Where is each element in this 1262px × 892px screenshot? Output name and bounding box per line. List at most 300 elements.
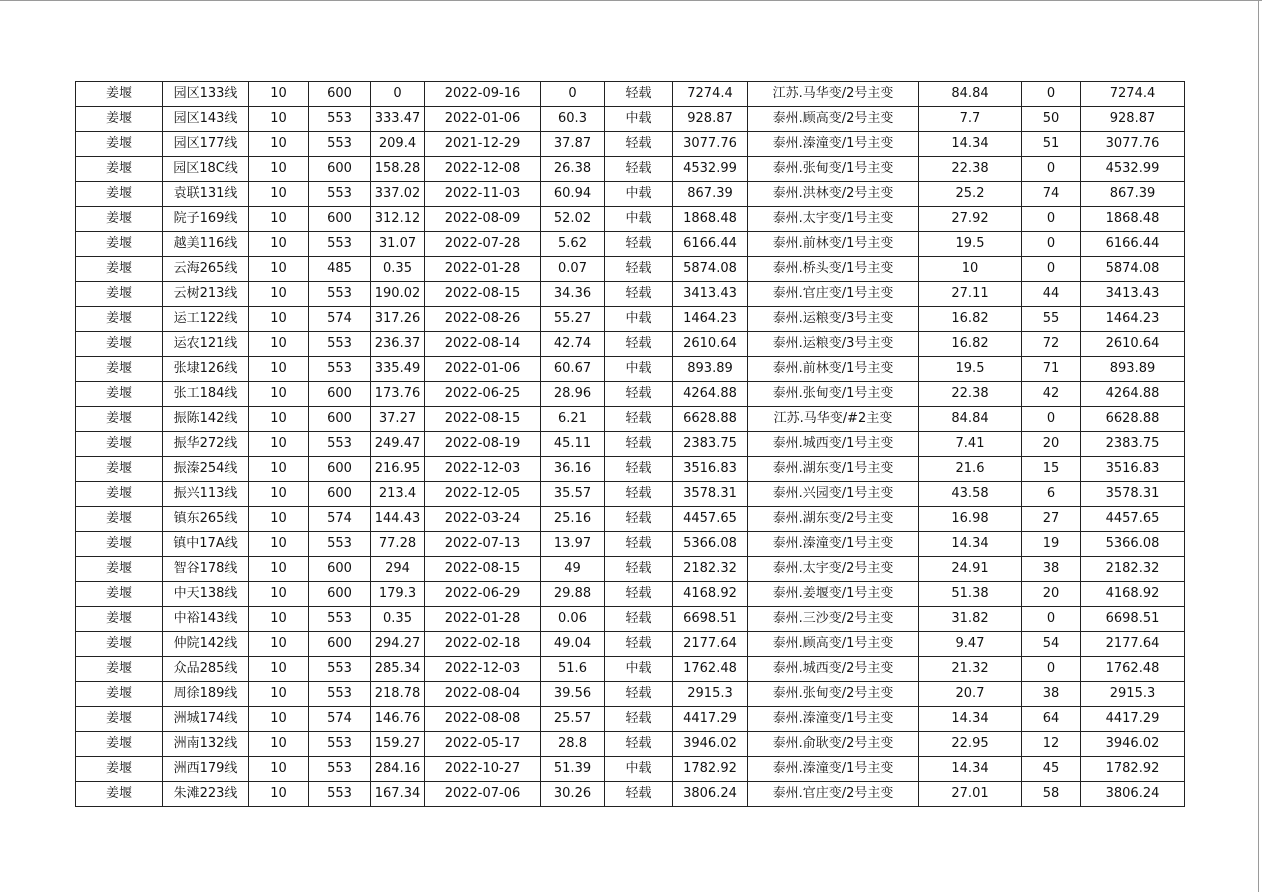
table-row: [76, 682, 1185, 707]
cell-voltage: 10: [249, 707, 309, 732]
cell-count: 27: [1022, 507, 1081, 532]
cell-available-capacity: 6628.88: [1081, 407, 1185, 432]
table-row: [76, 357, 1185, 382]
cell-transformer-load: 25.2: [919, 182, 1022, 207]
cell-load: 167.34: [371, 782, 425, 807]
cell-transformer-load: 22.95: [919, 732, 1022, 757]
cell-load: 317.26: [371, 307, 425, 332]
cell-count: 38: [1022, 682, 1081, 707]
cell-transformer: 泰州.兴园变/1号主变: [748, 482, 919, 507]
cell-line-name: 园区177线: [163, 132, 249, 157]
cell-district: 姜堰: [76, 357, 163, 382]
cell-load-level: 轻载: [605, 532, 673, 557]
cell-load-rate: 49: [541, 557, 605, 582]
cell-available-capacity: 4168.92: [1081, 582, 1185, 607]
cell-spare-capacity: 1464.23: [673, 307, 748, 332]
cell-line-name: 振溱254线: [163, 457, 249, 482]
cell-load-level: 轻载: [605, 607, 673, 632]
cell-load: 209.4: [371, 132, 425, 157]
cell-load-level: 轻载: [605, 632, 673, 657]
cell-spare-capacity: 3806.24: [673, 782, 748, 807]
cell-spare-capacity: 928.87: [673, 107, 748, 132]
cell-load-level: 中载: [605, 657, 673, 682]
cell-date: 2022-08-15: [425, 282, 541, 307]
cell-date: 2022-11-03: [425, 182, 541, 207]
cell-transformer: 泰州.前林变/1号主变: [748, 232, 919, 257]
cell-capacity: 600: [309, 207, 371, 232]
cell-load-level: 轻载: [605, 132, 673, 157]
cell-load-level: 中载: [605, 757, 673, 782]
cell-load: 144.43: [371, 507, 425, 532]
cell-load: 159.27: [371, 732, 425, 757]
cell-count: 0: [1022, 207, 1081, 232]
cell-count: 20: [1022, 432, 1081, 457]
cell-available-capacity: 2610.64: [1081, 332, 1185, 357]
cell-load-level: 轻载: [605, 557, 673, 582]
table-row: [76, 507, 1185, 532]
cell-voltage: 10: [249, 682, 309, 707]
cell-count: 19: [1022, 532, 1081, 557]
cell-transformer-load: 9.47: [919, 632, 1022, 657]
cell-count: 45: [1022, 757, 1081, 782]
cell-district: 姜堰: [76, 407, 163, 432]
cell-available-capacity: 893.89: [1081, 357, 1185, 382]
cell-voltage: 10: [249, 257, 309, 282]
cell-line-name: 张工184线: [163, 382, 249, 407]
cell-line-name: 越美116线: [163, 232, 249, 257]
cell-load-rate: 42.74: [541, 332, 605, 357]
cell-count: 74: [1022, 182, 1081, 207]
cell-load: 173.76: [371, 382, 425, 407]
cell-date: 2022-09-16: [425, 82, 541, 107]
cell-spare-capacity: 2383.75: [673, 432, 748, 457]
cell-count: 51: [1022, 132, 1081, 157]
cell-transformer: 泰州.溱潼变/1号主变: [748, 532, 919, 557]
cell-date: 2022-02-18: [425, 632, 541, 657]
table-row: [76, 607, 1185, 632]
cell-spare-capacity: 4264.88: [673, 382, 748, 407]
cell-available-capacity: 1782.92: [1081, 757, 1185, 782]
cell-count: 0: [1022, 257, 1081, 282]
cell-available-capacity: 1762.48: [1081, 657, 1185, 682]
cell-load-rate: 45.11: [541, 432, 605, 457]
table-body: [76, 82, 1185, 807]
cell-line-name: 云海265线: [163, 257, 249, 282]
cell-district: 姜堰: [76, 607, 163, 632]
cell-load-level: 轻载: [605, 482, 673, 507]
table-row: [76, 307, 1185, 332]
cell-voltage: 10: [249, 482, 309, 507]
cell-line-name: 振兴113线: [163, 482, 249, 507]
cell-count: 44: [1022, 282, 1081, 307]
cell-count: 50: [1022, 107, 1081, 132]
cell-count: 58: [1022, 782, 1081, 807]
cell-transformer: 江苏.马华变/2号主变: [748, 82, 919, 107]
table-row: [76, 382, 1185, 407]
cell-count: 6: [1022, 482, 1081, 507]
cell-line-name: 智谷178线: [163, 557, 249, 582]
table-row: [76, 782, 1185, 807]
cell-spare-capacity: 3578.31: [673, 482, 748, 507]
cell-count: 0: [1022, 607, 1081, 632]
cell-load: 333.47: [371, 107, 425, 132]
cell-load-rate: 28.96: [541, 382, 605, 407]
cell-date: 2022-08-26: [425, 307, 541, 332]
cell-district: 姜堰: [76, 157, 163, 182]
cell-transformer-load: 22.38: [919, 157, 1022, 182]
cell-spare-capacity: 2182.32: [673, 557, 748, 582]
cell-load-level: 轻载: [605, 82, 673, 107]
cell-load-rate: 34.36: [541, 282, 605, 307]
cell-spare-capacity: 2177.64: [673, 632, 748, 657]
cell-district: 姜堰: [76, 657, 163, 682]
cell-load: 249.47: [371, 432, 425, 457]
cell-count: 0: [1022, 232, 1081, 257]
cell-load-rate: 0.06: [541, 607, 605, 632]
cell-date: 2022-07-06: [425, 782, 541, 807]
cell-transformer: 泰州.张甸变/2号主变: [748, 682, 919, 707]
cell-available-capacity: 4532.99: [1081, 157, 1185, 182]
table-row: [76, 182, 1185, 207]
cell-line-name: 镇东265线: [163, 507, 249, 532]
cell-spare-capacity: 4168.92: [673, 582, 748, 607]
cell-load: 213.4: [371, 482, 425, 507]
cell-load: 0.35: [371, 257, 425, 282]
cell-voltage: 10: [249, 332, 309, 357]
cell-count: 0: [1022, 82, 1081, 107]
cell-voltage: 10: [249, 532, 309, 557]
cell-transformer: 泰州.溱潼变/1号主变: [748, 757, 919, 782]
cell-load-level: 轻载: [605, 382, 673, 407]
cell-spare-capacity: 867.39: [673, 182, 748, 207]
cell-capacity: 553: [309, 357, 371, 382]
cell-transformer-load: 27.01: [919, 782, 1022, 807]
cell-date: 2022-05-17: [425, 732, 541, 757]
cell-transformer: 泰州.洪林变/2号主变: [748, 182, 919, 207]
cell-count: 54: [1022, 632, 1081, 657]
cell-capacity: 600: [309, 582, 371, 607]
cell-transformer-load: 51.38: [919, 582, 1022, 607]
cell-transformer-load: 14.34: [919, 707, 1022, 732]
cell-capacity: 553: [309, 132, 371, 157]
cell-voltage: 10: [249, 732, 309, 757]
cell-load: 294.27: [371, 632, 425, 657]
cell-district: 姜堰: [76, 257, 163, 282]
cell-spare-capacity: 4532.99: [673, 157, 748, 182]
cell-capacity: 600: [309, 382, 371, 407]
cell-transformer: 江苏.马华变/#2主变: [748, 407, 919, 432]
cell-load: 77.28: [371, 532, 425, 557]
cell-load-level: 中载: [605, 207, 673, 232]
cell-capacity: 600: [309, 457, 371, 482]
cell-voltage: 10: [249, 107, 309, 132]
cell-load-rate: 35.57: [541, 482, 605, 507]
cell-line-name: 仲院142线: [163, 632, 249, 657]
cell-line-name: 众品285线: [163, 657, 249, 682]
cell-transformer: 泰州.城西变/1号主变: [748, 432, 919, 457]
cell-available-capacity: 2177.64: [1081, 632, 1185, 657]
cell-transformer: 泰州.前林变/1号主变: [748, 357, 919, 382]
cell-transformer-load: 16.82: [919, 332, 1022, 357]
cell-spare-capacity: 6628.88: [673, 407, 748, 432]
cell-transformer: 泰州.太宇变/1号主变: [748, 207, 919, 232]
cell-count: 55: [1022, 307, 1081, 332]
table-row: [76, 457, 1185, 482]
cell-load: 284.16: [371, 757, 425, 782]
cell-available-capacity: 2915.3: [1081, 682, 1185, 707]
cell-available-capacity: 4264.88: [1081, 382, 1185, 407]
cell-load-rate: 25.16: [541, 507, 605, 532]
table-row: [76, 557, 1185, 582]
cell-voltage: 10: [249, 632, 309, 657]
cell-date: 2022-08-04: [425, 682, 541, 707]
cell-load-level: 轻载: [605, 257, 673, 282]
cell-available-capacity: 867.39: [1081, 182, 1185, 207]
cell-district: 姜堰: [76, 507, 163, 532]
cell-load: 312.12: [371, 207, 425, 232]
cell-transformer: 泰州.溱潼变/1号主变: [748, 707, 919, 732]
cell-available-capacity: 928.87: [1081, 107, 1185, 132]
cell-available-capacity: 4417.29: [1081, 707, 1185, 732]
cell-load: 37.27: [371, 407, 425, 432]
cell-voltage: 10: [249, 82, 309, 107]
cell-line-name: 周徐189线: [163, 682, 249, 707]
cell-load: 0.35: [371, 607, 425, 632]
cell-voltage: 10: [249, 307, 309, 332]
cell-date: 2022-08-19: [425, 432, 541, 457]
cell-available-capacity: 3516.83: [1081, 457, 1185, 482]
cell-transformer: 泰州.顾高变/2号主变: [748, 107, 919, 132]
table-row: [76, 482, 1185, 507]
cell-date: 2022-08-15: [425, 407, 541, 432]
cell-load: 190.02: [371, 282, 425, 307]
cell-voltage: 10: [249, 357, 309, 382]
page-border-top: [0, 0, 1262, 1]
cell-district: 姜堰: [76, 557, 163, 582]
table-row: [76, 532, 1185, 557]
cell-load-level: 中载: [605, 307, 673, 332]
cell-spare-capacity: 6166.44: [673, 232, 748, 257]
cell-count: 12: [1022, 732, 1081, 757]
cell-transformer: 泰州.俞耿变/2号主变: [748, 732, 919, 757]
cell-load-rate: 25.57: [541, 707, 605, 732]
cell-capacity: 553: [309, 282, 371, 307]
cell-load-level: 轻载: [605, 582, 673, 607]
cell-district: 姜堰: [76, 582, 163, 607]
cell-spare-capacity: 1782.92: [673, 757, 748, 782]
cell-line-name: 园区133线: [163, 82, 249, 107]
table-row: [76, 582, 1185, 607]
cell-line-name: 洲城174线: [163, 707, 249, 732]
cell-date: 2022-08-08: [425, 707, 541, 732]
cell-district: 姜堰: [76, 457, 163, 482]
cell-line-name: 朱滩223线: [163, 782, 249, 807]
cell-count: 0: [1022, 407, 1081, 432]
table-row: [76, 157, 1185, 182]
cell-load-level: 轻载: [605, 282, 673, 307]
cell-transformer-load: 43.58: [919, 482, 1022, 507]
cell-capacity: 600: [309, 82, 371, 107]
table-row: [76, 707, 1185, 732]
cell-load-level: 轻载: [605, 407, 673, 432]
cell-date: 2022-12-03: [425, 457, 541, 482]
cell-capacity: 553: [309, 607, 371, 632]
cell-spare-capacity: 1868.48: [673, 207, 748, 232]
cell-available-capacity: 2182.32: [1081, 557, 1185, 582]
cell-date: 2021-12-29: [425, 132, 541, 157]
cell-district: 姜堰: [76, 732, 163, 757]
cell-voltage: 10: [249, 457, 309, 482]
cell-voltage: 10: [249, 207, 309, 232]
cell-voltage: 10: [249, 132, 309, 157]
cell-district: 姜堰: [76, 482, 163, 507]
cell-capacity: 553: [309, 332, 371, 357]
cell-voltage: 10: [249, 432, 309, 457]
cell-load: 285.34: [371, 657, 425, 682]
cell-available-capacity: 7274.4: [1081, 82, 1185, 107]
cell-load-rate: 39.56: [541, 682, 605, 707]
cell-transformer-load: 14.34: [919, 132, 1022, 157]
cell-line-name: 张埭126线: [163, 357, 249, 382]
cell-spare-capacity: 3413.43: [673, 282, 748, 307]
cell-transformer-load: 7.41: [919, 432, 1022, 457]
cell-line-name: 洲西179线: [163, 757, 249, 782]
cell-transformer-load: 19.5: [919, 232, 1022, 257]
cell-district: 姜堰: [76, 207, 163, 232]
cell-line-name: 中天138线: [163, 582, 249, 607]
cell-voltage: 10: [249, 407, 309, 432]
cell-line-name: 洲南132线: [163, 732, 249, 757]
cell-transformer-load: 16.98: [919, 507, 1022, 532]
cell-transformer: 泰州.城西变/2号主变: [748, 657, 919, 682]
cell-load-rate: 60.67: [541, 357, 605, 382]
cell-load: 31.07: [371, 232, 425, 257]
cell-load-rate: 6.21: [541, 407, 605, 432]
cell-voltage: 10: [249, 557, 309, 582]
cell-capacity: 600: [309, 407, 371, 432]
cell-line-name: 袁联131线: [163, 182, 249, 207]
cell-transformer: 泰州.姜堰变/1号主变: [748, 582, 919, 607]
cell-transformer: 泰州.太宇变/2号主变: [748, 557, 919, 582]
cell-line-name: 振华272线: [163, 432, 249, 457]
cell-available-capacity: 3077.76: [1081, 132, 1185, 157]
cell-transformer-load: 27.11: [919, 282, 1022, 307]
cell-spare-capacity: 3946.02: [673, 732, 748, 757]
cell-transformer-load: 16.82: [919, 307, 1022, 332]
cell-capacity: 485: [309, 257, 371, 282]
cell-count: 64: [1022, 707, 1081, 732]
cell-date: 2022-12-03: [425, 657, 541, 682]
cell-load: 216.95: [371, 457, 425, 482]
cell-load-rate: 13.97: [541, 532, 605, 557]
cell-transformer: 泰州.溱潼变/1号主变: [748, 132, 919, 157]
cell-load-rate: 0.07: [541, 257, 605, 282]
cell-load-rate: 51.6: [541, 657, 605, 682]
cell-spare-capacity: 3077.76: [673, 132, 748, 157]
cell-spare-capacity: 5874.08: [673, 257, 748, 282]
cell-available-capacity: 3578.31: [1081, 482, 1185, 507]
cell-district: 姜堰: [76, 82, 163, 107]
cell-load-level: 轻载: [605, 232, 673, 257]
cell-capacity: 553: [309, 732, 371, 757]
cell-transformer: 泰州.运粮变/3号主变: [748, 332, 919, 357]
cell-load-rate: 60.3: [541, 107, 605, 132]
cell-voltage: 10: [249, 607, 309, 632]
cell-load-rate: 51.39: [541, 757, 605, 782]
cell-capacity: 553: [309, 532, 371, 557]
table-row: [76, 732, 1185, 757]
cell-spare-capacity: 4417.29: [673, 707, 748, 732]
cell-count: 71: [1022, 357, 1081, 382]
cell-district: 姜堰: [76, 757, 163, 782]
cell-transformer-load: 19.5: [919, 357, 1022, 382]
table-row: [76, 232, 1185, 257]
cell-district: 姜堰: [76, 107, 163, 132]
cell-date: 2022-07-28: [425, 232, 541, 257]
table-row: [76, 257, 1185, 282]
cell-load-rate: 5.62: [541, 232, 605, 257]
cell-district: 姜堰: [76, 432, 163, 457]
data-table: [75, 81, 1185, 807]
cell-load-rate: 28.8: [541, 732, 605, 757]
cell-load: 236.37: [371, 332, 425, 357]
cell-load: 294: [371, 557, 425, 582]
cell-available-capacity: 3413.43: [1081, 282, 1185, 307]
cell-capacity: 574: [309, 507, 371, 532]
cell-capacity: 553: [309, 657, 371, 682]
cell-spare-capacity: 7274.4: [673, 82, 748, 107]
cell-line-name: 运农121线: [163, 332, 249, 357]
cell-transformer-load: 7.7: [919, 107, 1022, 132]
table-row: [76, 632, 1185, 657]
cell-transformer: 泰州.顾高变/1号主变: [748, 632, 919, 657]
cell-capacity: 553: [309, 432, 371, 457]
cell-date: 2022-08-14: [425, 332, 541, 357]
cell-line-name: 中裕143线: [163, 607, 249, 632]
cell-date: 2022-01-06: [425, 107, 541, 132]
cell-count: 15: [1022, 457, 1081, 482]
cell-date: 2022-01-06: [425, 357, 541, 382]
cell-date: 2022-01-28: [425, 257, 541, 282]
cell-line-name: 园区18C线: [163, 157, 249, 182]
cell-transformer-load: 84.84: [919, 407, 1022, 432]
page-border-right: [1258, 0, 1259, 892]
cell-spare-capacity: 5366.08: [673, 532, 748, 557]
cell-transformer-load: 24.91: [919, 557, 1022, 582]
cell-capacity: 553: [309, 182, 371, 207]
cell-load-level: 轻载: [605, 707, 673, 732]
cell-available-capacity: 3806.24: [1081, 782, 1185, 807]
cell-load-level: 中载: [605, 357, 673, 382]
cell-spare-capacity: 6698.51: [673, 607, 748, 632]
cell-capacity: 600: [309, 632, 371, 657]
cell-voltage: 10: [249, 182, 309, 207]
cell-district: 姜堰: [76, 132, 163, 157]
cell-load-level: 中载: [605, 107, 673, 132]
cell-load-rate: 0: [541, 82, 605, 107]
cell-load: 335.49: [371, 357, 425, 382]
cell-date: 2022-10-27: [425, 757, 541, 782]
cell-voltage: 10: [249, 582, 309, 607]
cell-district: 姜堰: [76, 232, 163, 257]
cell-load-rate: 37.87: [541, 132, 605, 157]
cell-available-capacity: 2383.75: [1081, 432, 1185, 457]
cell-voltage: 10: [249, 157, 309, 182]
table-row: [76, 757, 1185, 782]
table-row: [76, 407, 1185, 432]
cell-load: 0: [371, 82, 425, 107]
cell-voltage: 10: [249, 657, 309, 682]
